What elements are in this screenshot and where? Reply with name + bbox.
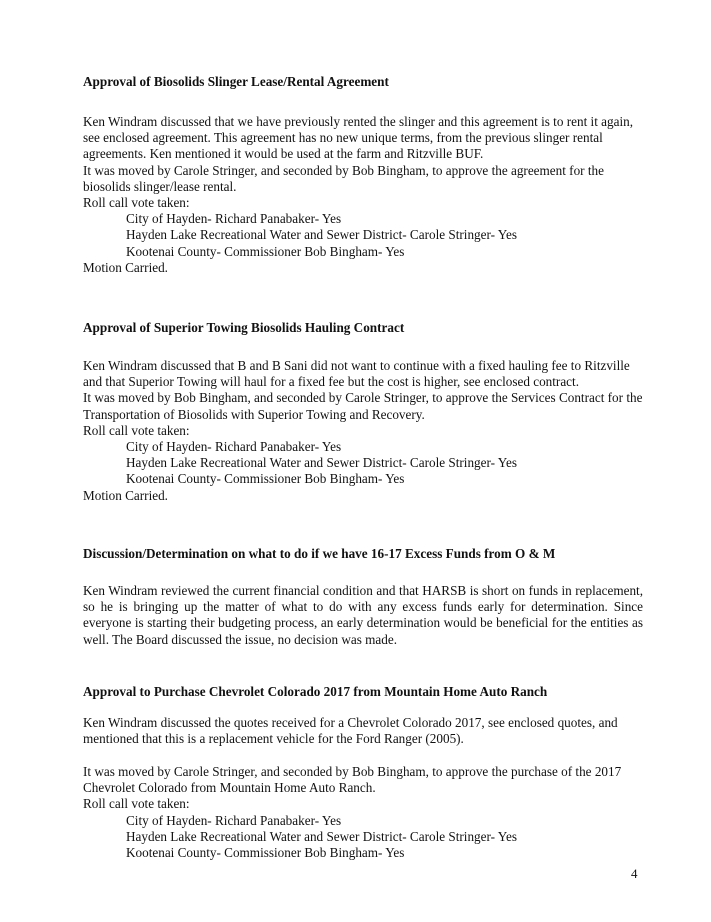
motion-paragraph: It was moved by Bob Bingham, and seconded by Carole Stringer, to approve the Services Contract for the Transportation of Biosolids with Superior Towing and Recovery. (83, 390, 643, 422)
section-vehicle-motion (83, 764, 643, 861)
motion-result: Motion Carried. (83, 259, 168, 275)
section-vehicle-discussion (83, 715, 643, 747)
discussion-paragraph: Ken Windram discussed that we have previously rented the slinger and this agreement is to rent it again, see enclosed agreement. This agreement has no new unique terms, from the previous slinger rental agreements. Ken mentioned it would be used at the farm and Ritzville BUF. (83, 114, 634, 162)
section-heading: Approval to Purchase Chevrolet Colorado 2017 from Mountain Home Auto Ranch (83, 684, 548, 699)
section-vehicle-purchase (83, 684, 643, 700)
page-number: 4 (631, 866, 638, 881)
vote-line: Hayden Lake Recreational Water and Sewer District- Carole Stringer- Yes (126, 227, 517, 243)
section-heading: Approval of Biosolids Slinger Lease/Rental Agreement (83, 74, 389, 89)
section-hauling-contract (83, 320, 643, 336)
vote-line: Kootenai County- Commissioner Bob Bingham- Yes (126, 243, 405, 259)
vote-line: Hayden Lake Recreational Water and Sewer District- Carole Stringer- Yes (126, 828, 517, 844)
vote-line: City of Hayden- Richard Panabaker- Yes (126, 211, 342, 227)
vote-line: City of Hayden- Richard Panabaker- Yes (126, 439, 342, 455)
motion-result: Motion Carried. (83, 487, 168, 503)
motion-paragraph: It was moved by Carole Stringer, and seconded by Bob Bingham, to approve the agreement for the biosolids slinger/lease rental. (83, 162, 604, 194)
roll-call-label: Roll call vote taken: (83, 195, 190, 211)
discussion-paragraph: Ken Windram discussed the quotes received for a Chevrolet Colorado 2017, see enclosed quotes, and mentioned that this is a replacement vehicle for the Ford Ranger (2005). (83, 715, 618, 747)
vote-line: Kootenai County- Commissioner Bob Bingham- Yes (126, 845, 405, 861)
motion-paragraph: It was moved by Carole Stringer, and seconded by Bob Bingham, to approve the purchase of the 2017 Chevrolet Colorado from Mountain Home Auto Ranch. (83, 764, 622, 796)
roll-call-label: Roll call vote taken: (83, 796, 190, 812)
section-slinger-agreement (83, 74, 643, 90)
roll-call-label: Roll call vote taken: (83, 422, 190, 438)
vote-line: Kootenai County- Commissioner Bob Bingham- Yes (126, 471, 405, 487)
section-heading: Approval of Superior Towing Biosolids Hauling Contract (83, 320, 405, 335)
section-slinger-body (83, 114, 643, 276)
section-hauling-body (83, 358, 643, 504)
vote-line: City of Hayden- Richard Panabaker- Yes (126, 812, 342, 828)
section-heading: Discussion/Determination on what to do if we have 16-17 Excess Funds from O & M (83, 546, 556, 561)
section-excess-funds-body (83, 583, 643, 648)
discussion-paragraph: Ken Windram reviewed the current financial condition and that HARSB is short on funds in replacement, so he is bringing up the matter of what to do with any excess funds early for determination. Since everyone is starting their budgeting process, an early determination would be beneficial for the entities as well. The Board discussed the issue, no decision was made. (83, 583, 643, 647)
discussion-paragraph: Ken Windram discussed that B and B Sani did not want to continue with a fixed hauling fee to Ritzville and that Superior Towing will haul for a fixed fee but the cost is higher, see enclosed contract. (83, 358, 630, 390)
section-excess-funds (83, 546, 643, 562)
vote-line: Hayden Lake Recreational Water and Sewer District- Carole Stringer- Yes (126, 455, 517, 471)
